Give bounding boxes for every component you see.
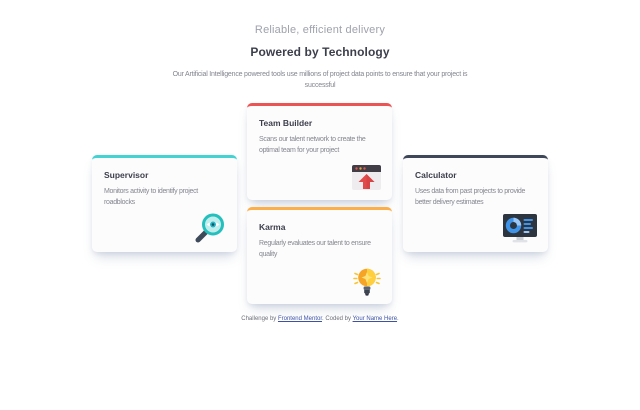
attribution-suffix: . — [397, 316, 399, 322]
browser-upload-icon — [351, 162, 382, 192]
card-team-builder-description: Scans our talent network to create the optimal team for your project — [259, 136, 366, 155]
card-supervisor-title: Supervisor — [104, 170, 149, 180]
monitor-chart-icon — [502, 213, 538, 244]
page-description: Our Artificial Intelligence powered tools use millions of project data points to ensure that your project is successful — [172, 71, 468, 90]
card-karma — [247, 207, 392, 304]
card-calculator-description: Uses data from past projects to provide better delivery estimates — [415, 188, 526, 207]
card-team-builder — [247, 103, 392, 200]
header — [0, 24, 640, 91]
card-calculator-title: Calculator — [415, 170, 457, 180]
card-supervisor — [92, 155, 237, 252]
page-title: Powered by Technology — [250, 45, 390, 59]
page-subtitle: Reliable, efficient delivery — [254, 24, 386, 36]
attribution-prefix: Challenge by — [241, 316, 278, 322]
card-calculator — [403, 155, 548, 252]
attribution-middle: . Coded by — [322, 316, 353, 322]
magnifier-eye-icon — [193, 212, 227, 244]
attribution — [0, 316, 640, 322]
author-link[interactable]: Your Name Here — [352, 316, 398, 322]
card-team-builder-title: Team Builder — [259, 118, 313, 128]
frontend-mentor-link[interactable]: Frontend Mentor — [277, 316, 322, 322]
card-supervisor-description: Monitors activity to identify project roadblocks — [104, 188, 198, 207]
lightbulb-icon — [352, 263, 382, 298]
card-karma-title: Karma — [259, 222, 286, 232]
card-karma-description: Regularly evaluates our talent to ensure quality — [259, 240, 371, 259]
